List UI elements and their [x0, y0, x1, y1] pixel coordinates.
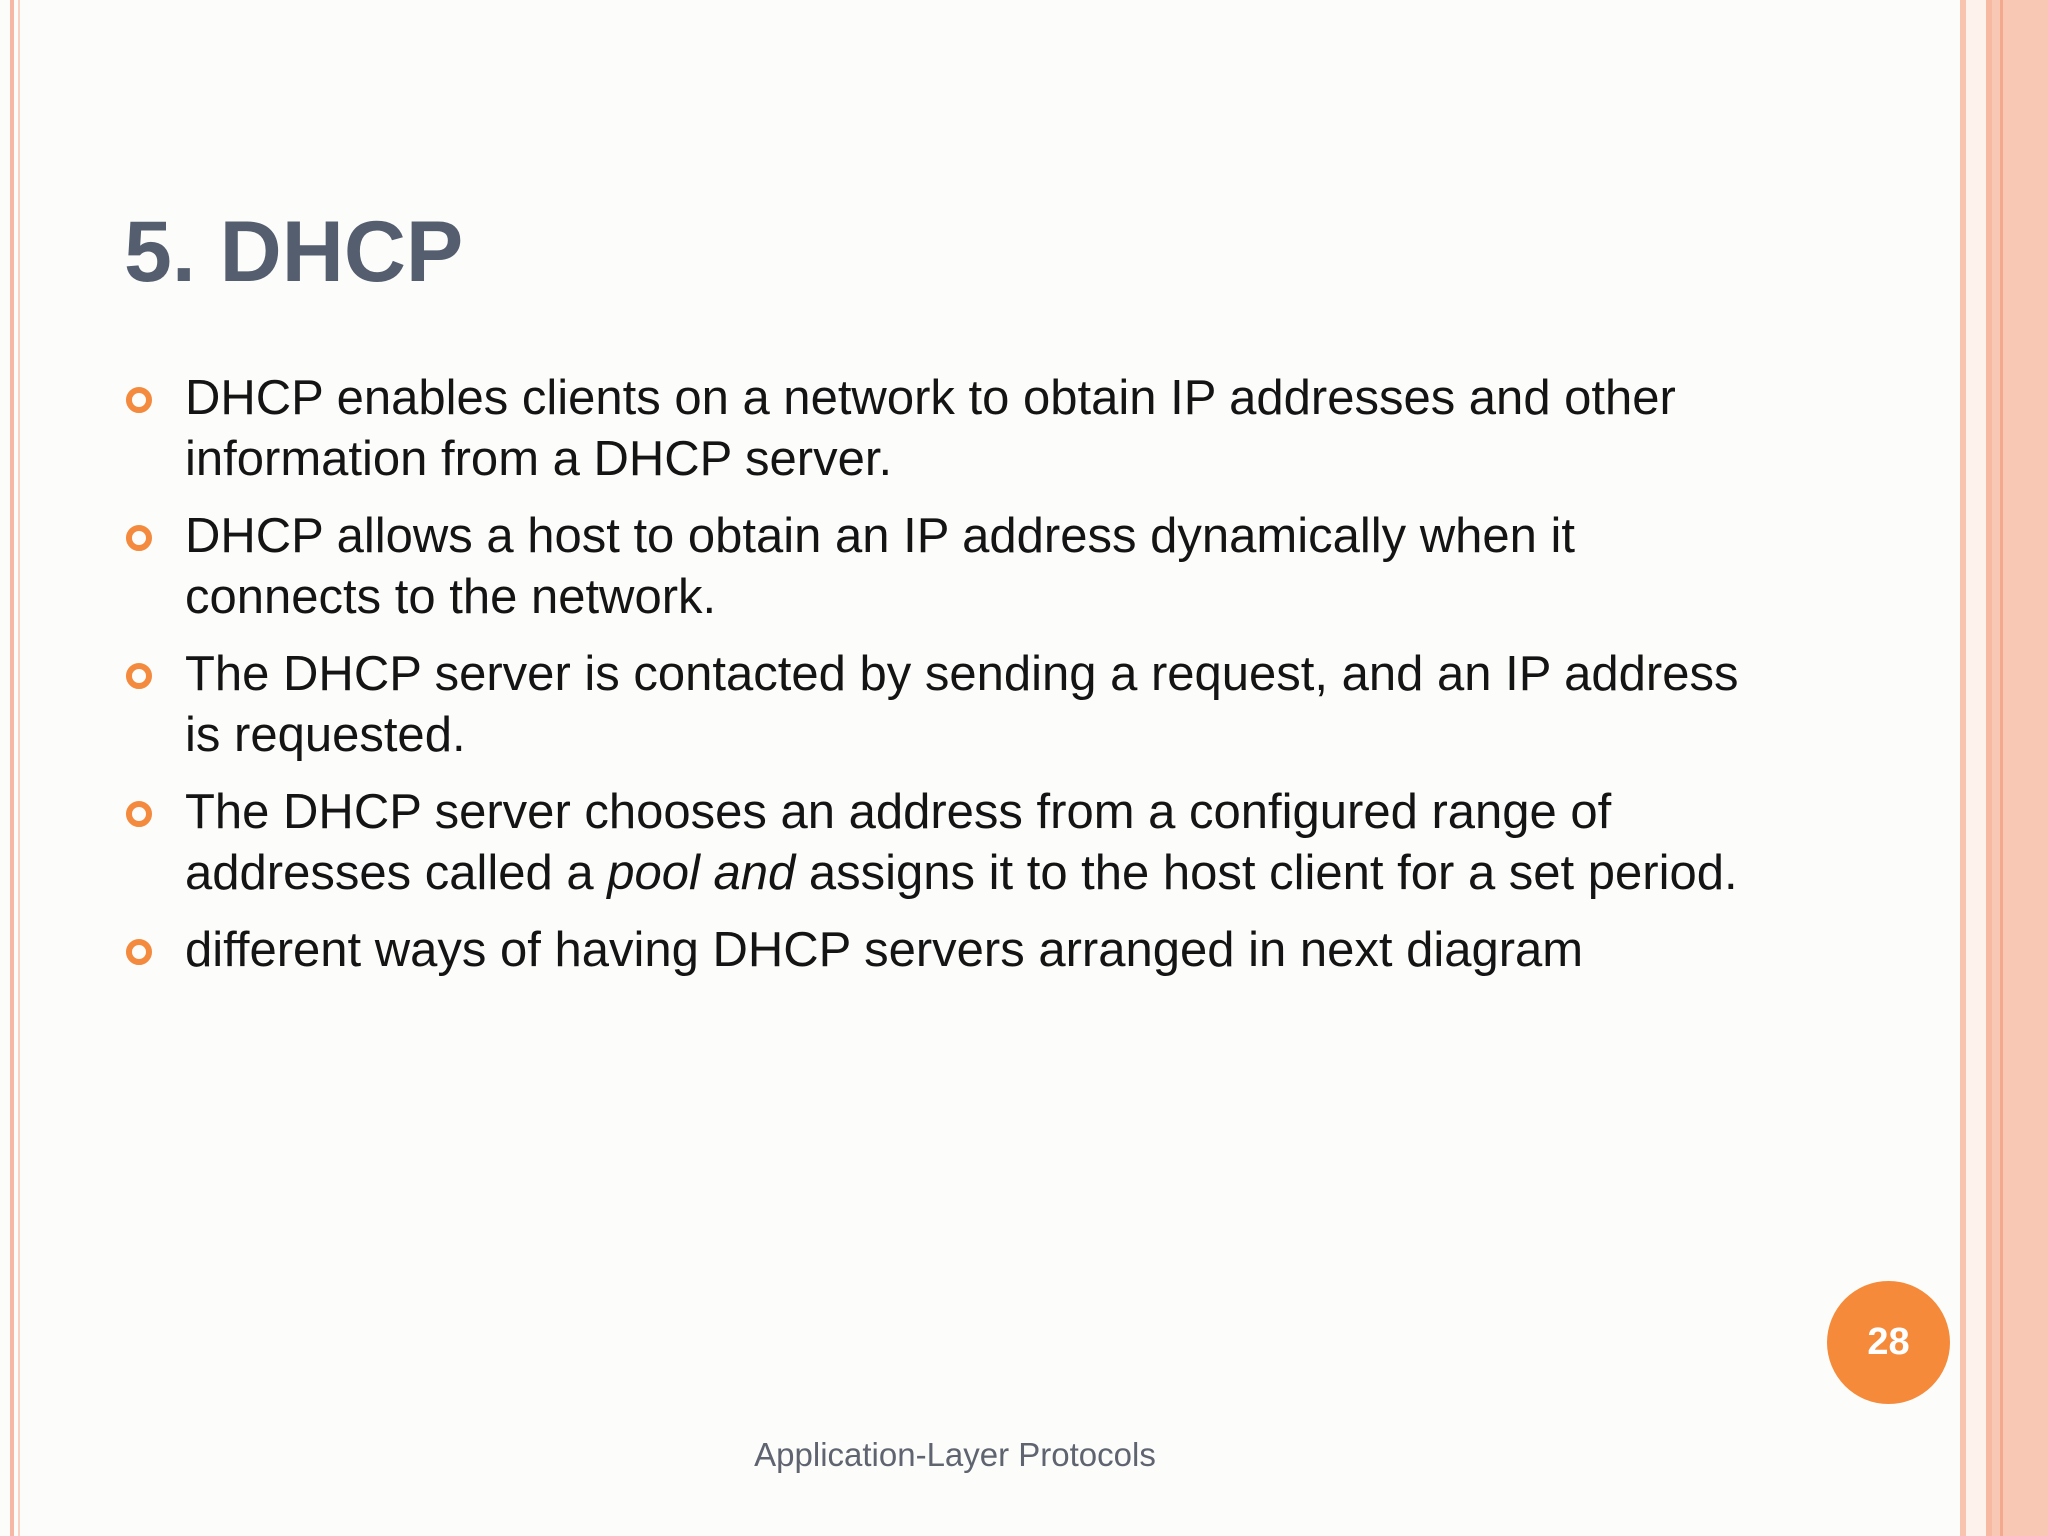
bullet-item — [124, 506, 1764, 628]
slide-title: 5. DHCP — [124, 204, 464, 300]
bullet-list — [124, 368, 1764, 997]
bullet-icon — [126, 387, 152, 413]
left-border-stripe-inner — [18, 0, 20, 1536]
bullet-item — [124, 644, 1764, 766]
bullet-text-before: The DHCP server chooses an address from a configured range of addresses called a — [185, 785, 1612, 900]
bullet-text: DHCP enables clients on a network to obtain IP addresses and other information from a DHCP server. — [185, 371, 1676, 486]
page-number-badge — [1827, 1281, 1950, 1404]
bullet-icon — [126, 939, 152, 965]
right-border-edge — [2000, 0, 2003, 1536]
bullet-item — [124, 920, 1764, 981]
bullet-item — [124, 782, 1764, 904]
bullet-text: DHCP allows a host to obtain an IP address dynamically when it connects to the network. — [185, 509, 1575, 624]
page-number: 28 — [1867, 1321, 1910, 1363]
left-border-stripe — [10, 0, 14, 1536]
bullet-icon — [126, 663, 152, 689]
right-border-gap — [1966, 0, 1986, 1536]
slide-footer: Application-Layer Protocols — [754, 1436, 1156, 1473]
bullet-text: different ways of having DHCP servers arranged in next diagram — [185, 923, 1584, 977]
bullet-text-after: assigns it to the host client for a set period. — [795, 846, 1738, 900]
bullet-text-italic: pool and — [607, 846, 796, 900]
bullet-icon — [126, 525, 152, 551]
bullet-item — [124, 368, 1764, 490]
bullet-text — [185, 785, 1738, 900]
bullet-icon — [126, 801, 152, 827]
bullet-text: The DHCP server is contacted by sending a request, and an IP address is requested. — [185, 647, 1739, 762]
